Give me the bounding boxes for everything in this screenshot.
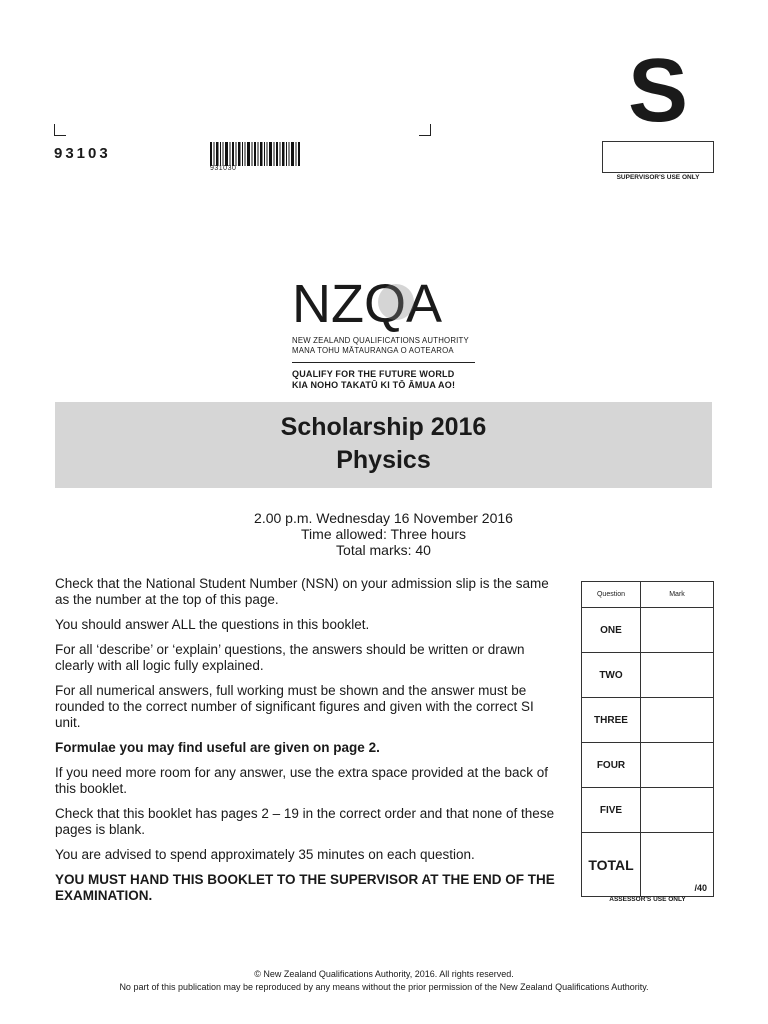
- instruction-item: Check that this booklet has pages 2 – 19 in the correct order and that none of these pages is blank.: [55, 806, 555, 837]
- instructions: [55, 576, 563, 913]
- footer-copyright: © New Zealand Qualifications Authority, 2016. All rights reserved.: [254, 969, 514, 979]
- supervisor-label: SUPERVISOR'S USE ONLY: [616, 174, 700, 181]
- instruction-item: Check that the National Student Number (NSN) on your admission slip is the same as the number at the top of this page.: [55, 576, 549, 607]
- logo-line4: KIA NOHO TAKATŪ KI TŌ ĀMUA AO!: [292, 380, 456, 390]
- level-letter: S: [627, 41, 689, 141]
- mark-cell: [641, 653, 714, 698]
- crop-mark-right: [419, 124, 431, 136]
- time-allowed: Time allowed: Three hours: [301, 526, 466, 542]
- mark-table: [581, 581, 714, 897]
- exam-code: 93103: [54, 145, 111, 162]
- question-label: TWO: [582, 653, 641, 698]
- footer-notice: No part of this publication may be reproduced by any means without the prior permission of the New Zealand Qualifications Authority.: [119, 982, 649, 992]
- instruction-item: If you need more room for any answer, use the extra space provided at the back of this booklet.: [55, 765, 549, 796]
- question-label: FIVE: [582, 788, 641, 833]
- instruction-item: You should answer ALL the questions in this booklet.: [55, 617, 370, 632]
- crop-mark-left: [54, 124, 66, 136]
- subject-title: Physics: [336, 446, 431, 474]
- total-out-of: /40: [641, 833, 714, 897]
- instruction-item: Formulae you may find useful are given on page 2.: [55, 740, 380, 755]
- column-header-question: Question: [582, 582, 641, 608]
- instruction-item: For all ‘describe’ or ‘explain’ questions, the answers should be written or drawn clearly with all logic fully explained.: [55, 642, 525, 673]
- mark-cell: [641, 698, 714, 743]
- page-title: Scholarship 2016: [280, 413, 487, 441]
- mark-cell: [641, 788, 714, 833]
- total-marks: Total marks: 40: [336, 542, 431, 558]
- instruction-item: For all numerical answers, full working must be shown and the answer must be rounded to the correct number of significant figures and given with the correct SI unit.: [55, 683, 534, 730]
- nzqa-logo: [292, 272, 482, 334]
- barcode-image: [210, 142, 300, 166]
- question-label: FOUR: [582, 743, 641, 788]
- total-label: TOTAL: [582, 833, 641, 897]
- mark-cell: [641, 743, 714, 788]
- exam-datetime: 2.00 p.m. Wednesday 16 November 2016: [254, 510, 513, 526]
- question-label: ONE: [582, 608, 641, 653]
- instruction-item: YOU MUST HAND THIS BOOKLET TO THE SUPERVISOR AT THE END OF THE EXAMINATION.: [55, 872, 555, 903]
- question-label: THREE: [582, 698, 641, 743]
- logo-line1: NEW ZEALAND QUALIFICATIONS AUTHORITY: [292, 336, 469, 345]
- supervisor-box: [602, 141, 714, 173]
- mark-cell: [641, 608, 714, 653]
- nzqa-logo-wordmark: NZQA: [292, 274, 443, 334]
- assessor-label: ASSESSOR'S USE ONLY: [609, 896, 686, 903]
- column-header-mark: Mark: [641, 582, 714, 608]
- globe-icon: [378, 284, 414, 320]
- logo-line2: MANA TOHU MĀTAURANGA O AOTEAROA: [292, 346, 454, 355]
- instruction-item: You are advised to spend approximately 35 minutes on each question.: [55, 847, 475, 862]
- logo-divider: [292, 362, 475, 363]
- logo-line3: QUALIFY FOR THE FUTURE WORLD: [292, 369, 455, 379]
- barcode-number: 931030: [210, 165, 237, 172]
